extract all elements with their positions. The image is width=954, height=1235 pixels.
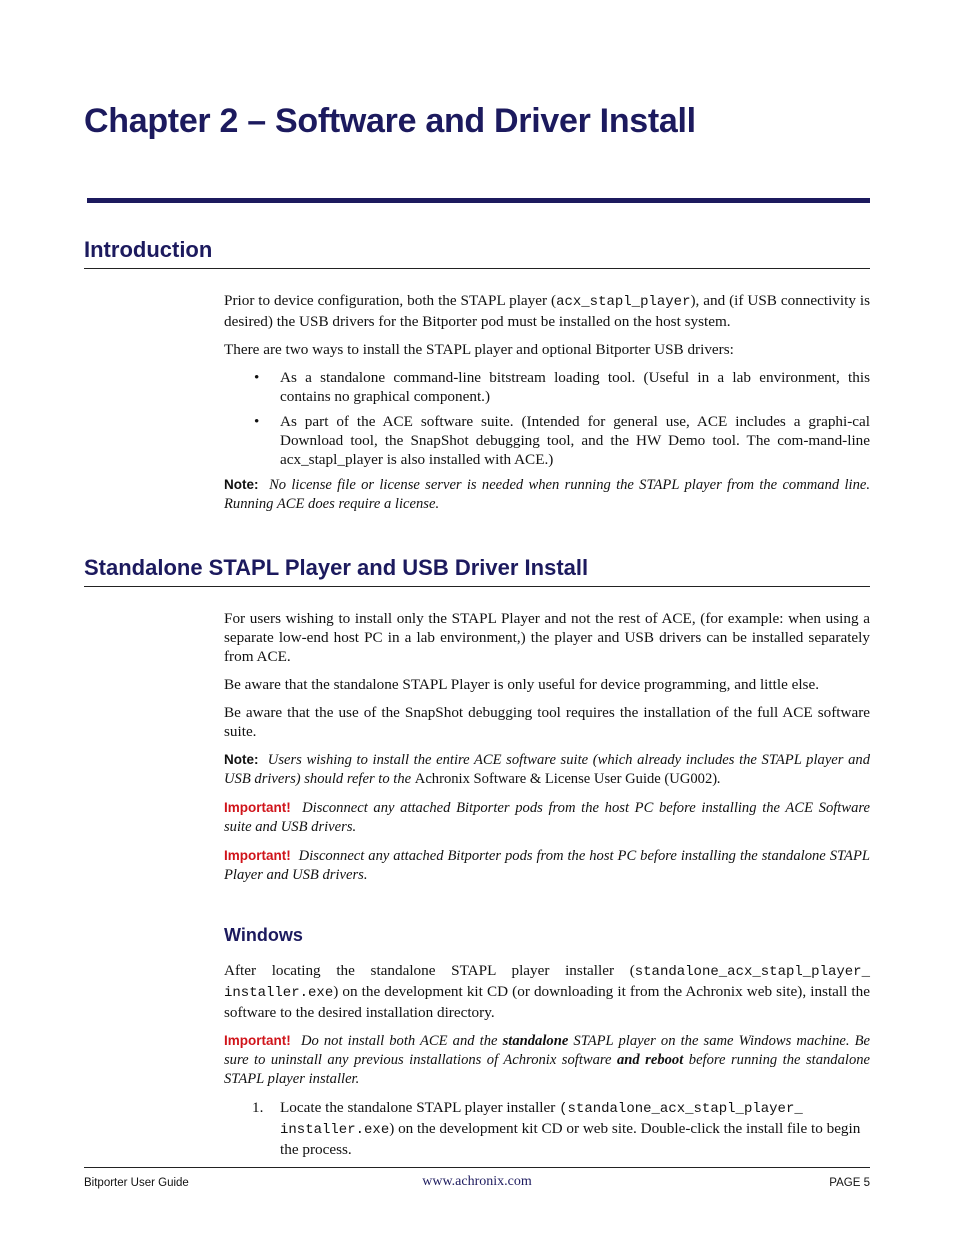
windows-paragraph-1: After locating the standalone STAPL player installer (standalone_acx_stapl_player_ installer.exe) on the development kit CD (or downloading it from the Achronix web site), install the software to the desired installation directory. xyxy=(224,962,870,1021)
introduction-heading: Introduction xyxy=(84,237,213,262)
list-item: 1. Locate the standalone STAPL player installer (standalone_acx_stapl_player_ installer.exe) on the development kit CD or web site. Double-click the install file to begin the process. xyxy=(252,1099,861,1158)
note-label: Note: xyxy=(224,752,259,767)
intro-note: Note: No license file or license server is needed when running the STAPL player from the command line. Running ACE does require a license. xyxy=(224,477,870,512)
important-label: Important! xyxy=(224,1033,291,1048)
step-number: 1. xyxy=(252,1099,264,1116)
footer-document-title: Bitporter User Guide xyxy=(84,1177,189,1189)
important-notice-2: Important! Disconnect any attached Bitporter pods from the host PC before installing the standalone STAPL Player and USB drivers. xyxy=(224,848,870,883)
installer-filename-code: standalone_acx_stapl_player_ installer.exe xyxy=(224,964,870,1001)
chapter-title: Chapter 2 – Software and Driver Install xyxy=(84,102,696,140)
standalone-note: Note: Users wishing to install the entire ACE software suite (which already includes the STAPL player and USB drivers) should refer to the Achronix Software & License User Guide (UG002). xyxy=(224,752,870,787)
footer-rule xyxy=(84,1167,870,1168)
windows-heading: Windows xyxy=(224,925,303,945)
important-label: Important! xyxy=(224,848,291,863)
stapl-player-code: acx_stapl_player xyxy=(556,294,691,310)
intro-paragraph-1: Prior to device configuration, both the STAPL player (acx_stapl_player), and (if USB connectivity is desired) the USB drivers for the Bitporter pod must be installed on the host system. xyxy=(224,292,870,330)
standalone-paragraph-3: Be aware that the use of the SnapShot debugging tool requires the installation of the full ACE software suite. xyxy=(224,704,870,740)
introduction-rule xyxy=(84,268,870,269)
install-steps-list xyxy=(224,1098,870,1159)
standalone-rule xyxy=(84,586,870,587)
chapter-rule xyxy=(87,198,870,203)
standalone-paragraph-1: For users wishing to install only the STAPL Player and not the rest of ACE, (for example: when using a separate low-end host PC in a lab environment,) the player and USB drivers can be installed separately from ACE. xyxy=(224,610,870,665)
installer-filename-code: (standalone_acx_stapl_player_ installer.exe xyxy=(280,1101,803,1138)
introduction-body xyxy=(224,291,870,523)
standalone-body xyxy=(224,609,870,894)
list-item: • As part of the ACE software suite. (Intended for general use, ACE includes a graphi-cal Download tool, the SnapShot debugging tool, and the HW Demo tool. The com-mand-line acx_stapl_player is also installed with ACE.) xyxy=(224,412,870,469)
note-label: Note: xyxy=(224,477,259,492)
list-item: • As a standalone command-line bitstream loading tool. (Useful in a lab environment, this contains no graphical component.) xyxy=(224,368,870,406)
standalone-paragraph-2: Be aware that the standalone STAPL Player is only useful for device programming, and little else. xyxy=(224,676,820,693)
footer-page-number: PAGE 5 xyxy=(829,1177,870,1189)
intro-paragraph-2: There are two ways to install the STAPL player and optional Bitporter USB drivers: xyxy=(224,341,734,358)
important-notice-1: Important! Disconnect any attached Bitporter pods from the host PC before installing the ACE Software suite and USB drivers. xyxy=(224,800,871,835)
user-guide-reference: Achronix Software & License User Guide (UG002) xyxy=(414,771,718,787)
windows-body xyxy=(224,961,870,1159)
standalone-heading: Standalone STAPL Player and USB Driver Install xyxy=(84,555,589,580)
windows-important-notice: Important! Do not install both ACE and the standalone STAPL player on the same Windows machine. Be sure to uninstall any previous installations of Achronix software and reboot before running the standalone STAPL player installer. xyxy=(224,1033,871,1087)
install-options-list xyxy=(224,368,870,469)
important-label: Important! xyxy=(224,800,291,815)
footer-website-link[interactable]: www.achronix.com xyxy=(422,1174,532,1189)
